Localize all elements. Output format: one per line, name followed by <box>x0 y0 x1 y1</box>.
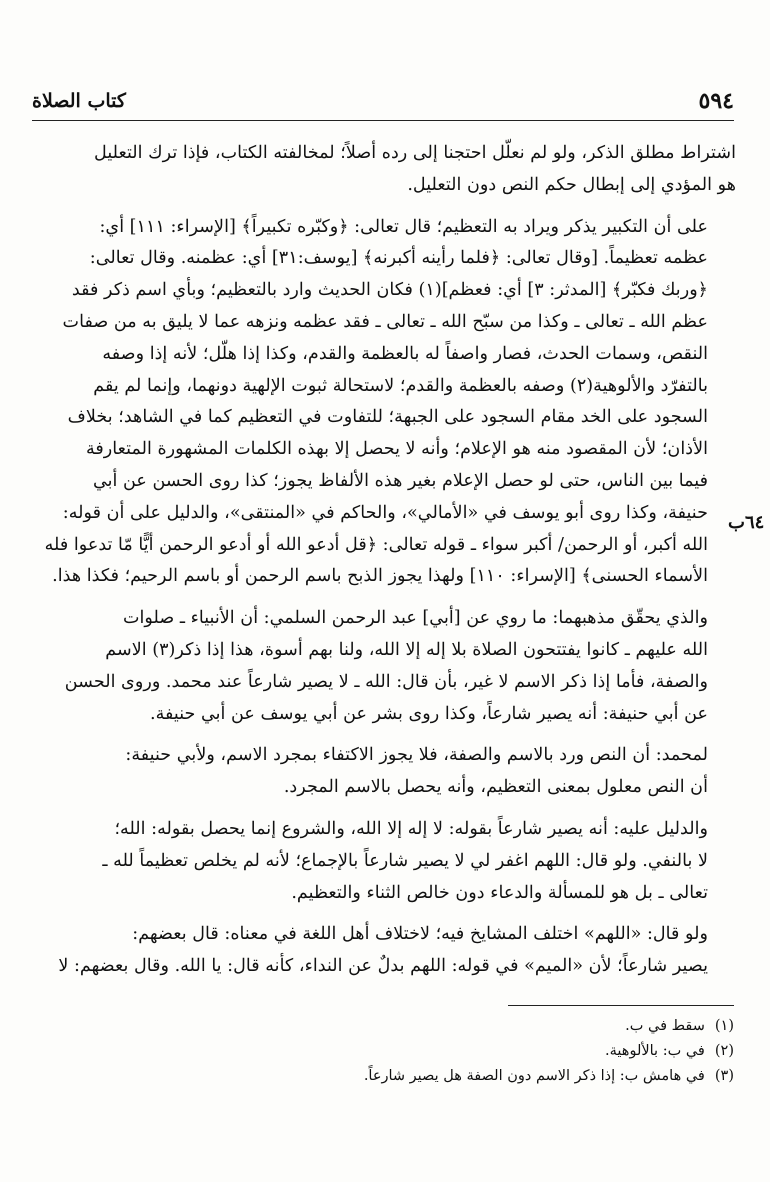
text-line: والصفة، فأما إذا ذكر الاسم لا غير، بأن قال: الله ـ لا يصير شارعاً عند محمد. وروى الحسن <box>64 671 708 692</box>
text-line: ولو قال: «اللهم» اختلف المشايخ فيه؛ لاختلاف أهل اللغة في معناه: قال بعضهم: <box>132 924 708 945</box>
footnotes <box>200 1014 734 1089</box>
text-line: لمحمد: أن النص ورد بالاسم والصفة، فلا يجوز الاكتفاء بمجرد الاسم، ولأبي حنيفة: <box>125 745 708 766</box>
footnote-number: (١) <box>714 1018 734 1034</box>
text-line: لا بالنفي. ولو قال: اللهم اغفر لي لا يصير شارعاً بالإجماع؛ لأنه لم يخلص تعظيماً لله ـ <box>102 850 708 871</box>
text-line: فيما بين الناس، حتى لو حصل الإعلام بغير هذه الألفاظ يجوز؛ كذا روى الحسن عن أبي <box>92 470 708 491</box>
footnote-text: سقط في ب. <box>625 1018 705 1034</box>
text-line: عظم الله ـ تعالى ـ وكذا من سبّح الله ـ تعالى ـ فقد عظمه ونزهه عما لا يليق به من صفات <box>62 311 708 332</box>
footnote-text: في هامش ب: إذا ذكر الاسم دون الصفة هل يصير شارعاً. <box>363 1068 705 1084</box>
text-line: تعالى ـ بل هو للمسألة والدعاء دون خالص الثناء والتعظيم. <box>291 882 708 903</box>
paragraph <box>30 138 736 202</box>
text-line: السجود على الخد مقام السجود على الجبهة؛ للتفاوت في التعظيم كما في الشاهد؛ بخلاف <box>67 407 708 428</box>
page-header <box>32 86 734 121</box>
text-line: هو المؤدي إلى إبطال حكم النص دون التعليل. <box>407 174 736 195</box>
text-line: أن النص معلول بمعنى التعظيم، وأنه يحصل بالاسم المجرد. <box>283 777 708 798</box>
text-line: عن أبي حنيفة: أنه يصير شارعاً، وكذا روى بشر عن أبي يوسف عن أبي حنيفة. <box>149 703 708 724</box>
footnote <box>200 1014 734 1039</box>
text-line: اشتراط مطلق الذكر، ولو لم نعلّل احتجنا إلى رده أصلاً؛ لمخالفته الكتاب، فإذا ترك التعليل <box>94 143 736 163</box>
paragraph <box>30 814 736 909</box>
paragraph <box>30 212 736 594</box>
footnote-number: (٣) <box>714 1068 734 1084</box>
paragraph <box>30 740 736 804</box>
main-text <box>30 138 736 993</box>
footnote-text: في ب: بالألوهية. <box>605 1043 705 1059</box>
text-line: على أن التكبير يذكر ويراد به التعظيم؛ قال تعالى: ﴿وكبّره تكبيراً﴾ [الإسراء: ١١١] أي: <box>99 216 708 237</box>
paragraph <box>30 919 736 983</box>
text-line: الأسماء الحسنى﴾ [الإسراء: ١١٠] ولهذا يجوز الذبح باسم الرحمن أو باسم الرحيم؛ فكذا هذا. <box>52 566 708 587</box>
paragraph <box>30 603 736 730</box>
footnote <box>200 1064 734 1089</box>
text-line: والدليل عليه: أنه يصير شارعاً بقوله: لا إله إلا الله، والشروع إنما يحصل بقوله: الله؛ <box>114 818 708 839</box>
text-line: بالتفرّد والألوهية(٢) وصفه بالعظمة والقدم؛ لاستحالة ثبوت الإلهية دونهما، وإنما لم يقم <box>93 375 708 396</box>
footnote-divider <box>508 1005 734 1006</box>
text-line: الله عليهم ـ كانوا يفتتحون الصلاة بلا إله إلا الله، ولنا بهم أسوة، هذا إذا ذكر(٣) الاسم <box>105 639 708 660</box>
text-line: النقص، وسمات الحدث، فصار واصفاً له بالعظمة والقدم، وكذا إذا هلّل؛ لأنه إذا وصفه <box>102 343 708 364</box>
text-line: الله أكبر، أو الرحمن/ أكبر سواء ـ قوله تعالى: ﴿قل أدعو الله أو أدعو الرحمن أيًّا مّا تدعوا فله <box>44 534 708 555</box>
footnote-number: (٢) <box>714 1043 734 1059</box>
text-line: الأذان؛ لأن المقصود منه هو الإعلام؛ وأنه لا يحصل إلا بهذه الكلمات المشهورة المتعارفة <box>85 439 708 460</box>
text-line: والذي يحقّق مذهبهما: ما روي عن [أبي] عبد الرحمن السلمي: أن الأنبياء ـ صلوات <box>122 608 708 629</box>
text-line: حنيفة، وكذا روى أبو يوسف في «الأمالي»، والحاكم في «المنتقى»، والدليل على أن قوله: <box>62 502 708 523</box>
footnote <box>200 1039 734 1064</box>
margin-folio-note: ٦٤ب <box>728 512 765 533</box>
text-line: يصير شارعاً؛ لأن «الميم» في قوله: اللهم بدلٌ عن النداء، كأنه قال: يا الله. وقال بعضهم: لا <box>58 956 708 977</box>
text-line: عظمه تعظيماً. [وقال تعالى: ﴿فلما رأينه أكبرنه﴾ [يوسف:٣١] أي: عظمنه. وقال تعالى: <box>89 248 708 269</box>
page-number: ٥٩٤ <box>698 88 734 114</box>
book-title: كتاب الصلاة <box>32 90 126 112</box>
text-line: ﴿وربك فكبّر﴾ [المدثر: ٣] أي: فعظم](١) فكان الحديث وارد بالتعظيم؛ وبأي اسم ذكر فقد <box>71 280 708 301</box>
